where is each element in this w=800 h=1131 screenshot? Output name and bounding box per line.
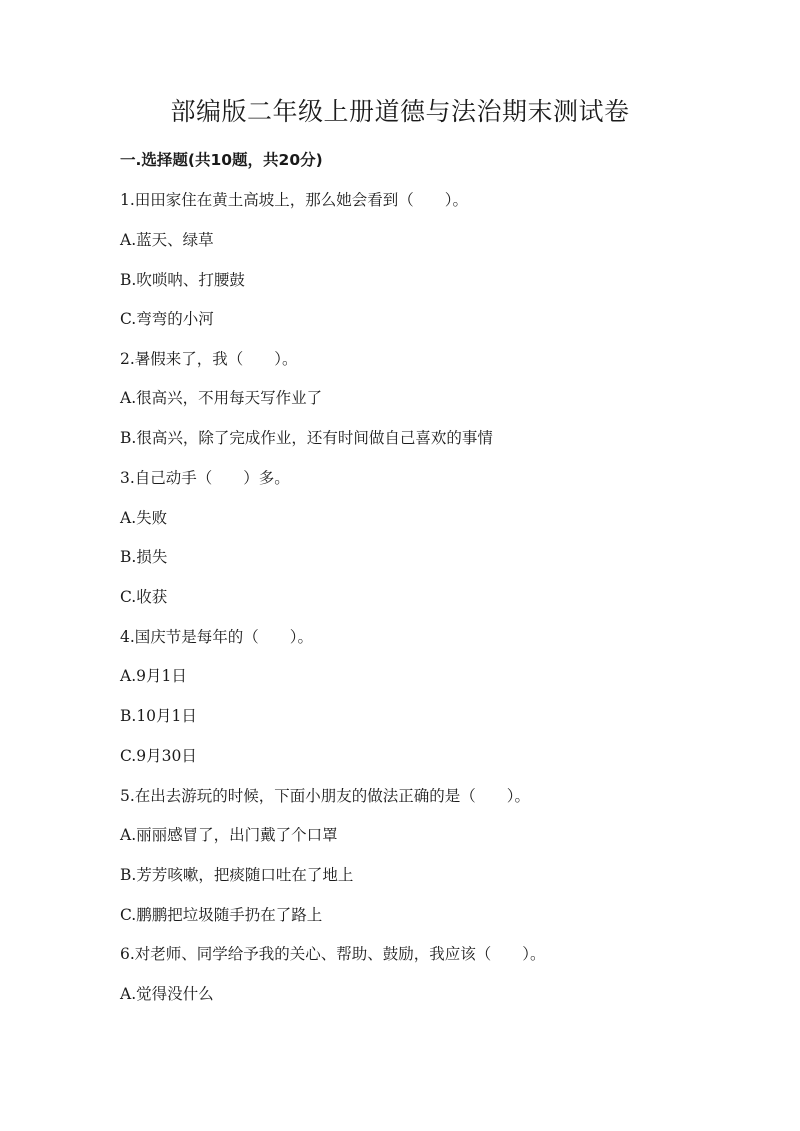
question-6-stem: 6.对老师、同学给予我的关心、帮助、鼓励，我应该（ ）。	[120, 945, 546, 963]
question-2-option-b: B.很高兴，除了完成作业，还有时间做自己喜欢的事情	[120, 429, 493, 447]
page-title: 部编版二年级上册道德与法治期末测试卷	[170, 97, 630, 126]
question-3-option-b: B.损失	[120, 548, 168, 566]
question-6-option-a: A.觉得没什么	[120, 985, 214, 1003]
question-3-stem: 3.自己动手（ ）多。	[120, 469, 290, 487]
question-1-option-b: B.吹唢呐、打腰鼓	[120, 271, 245, 289]
question-4-option-b: B.10月1日	[120, 707, 197, 725]
question-4-stem: 4.国庆节是每年的（ ）。	[120, 628, 314, 646]
question-3-option-a: A.失败	[120, 509, 168, 527]
question-4-option-c: C.9月30日	[120, 747, 197, 765]
question-5-option-c: C.鹏鹏把垃圾随手扔在了路上	[120, 906, 323, 924]
question-1-stem: 1.田田家住在黄土高坡上，那么她会看到（ ）。	[120, 191, 469, 209]
question-5-stem: 5.在出去游玩的时候，下面小朋友的做法正确的是（ ）。	[120, 787, 531, 805]
question-3-option-c: C.收获	[120, 588, 168, 606]
question-2-option-a: A.很高兴，不用每天写作业了	[120, 389, 323, 407]
question-4-option-a: A.9月1日	[120, 667, 187, 685]
question-5-option-a: A.丽丽感冒了，出门戴了个口罩	[120, 826, 338, 844]
question-2-stem: 2.暑假来了，我（ ）。	[120, 350, 298, 368]
question-5-option-b: B.芳芳咳嗽，把痰随口吐在了地上	[120, 866, 354, 884]
question-1-option-a: A.蓝天、绿草	[120, 231, 214, 249]
question-1-option-c: C.弯弯的小河	[120, 310, 214, 328]
section-heading: 一.选择题(共10题，共20分)	[120, 151, 323, 169]
